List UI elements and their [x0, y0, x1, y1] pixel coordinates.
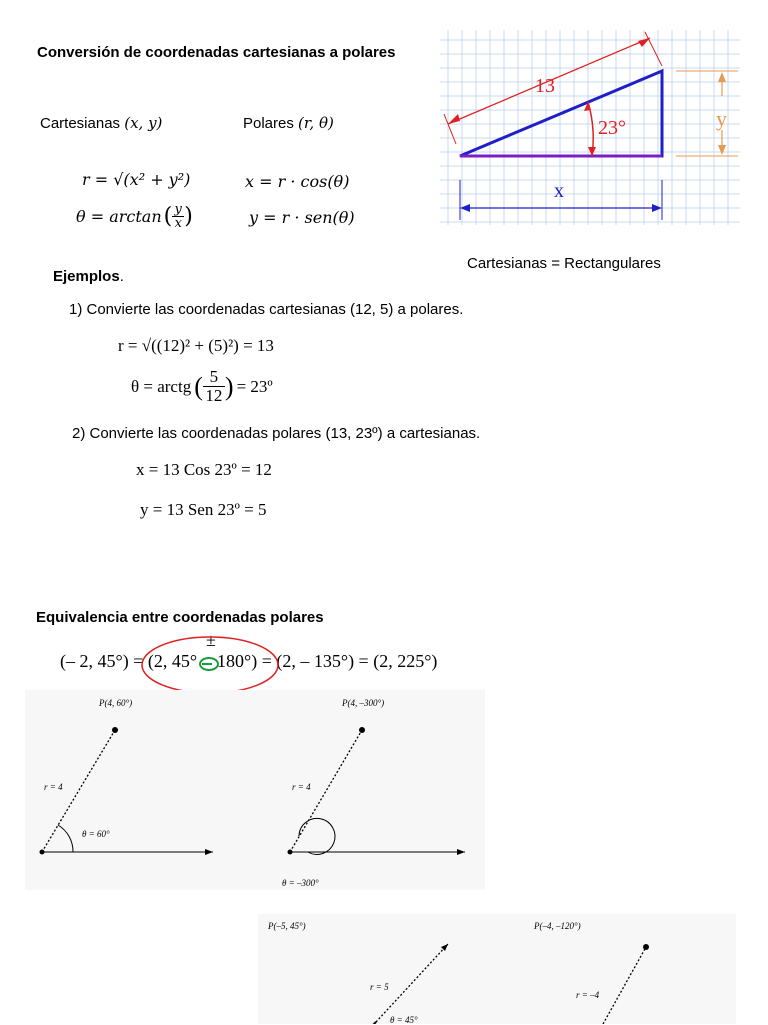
x-label: x [554, 180, 564, 202]
example1-statement: 1) Convierte las coordenadas cartesianas (12, 5) a polares. [69, 301, 464, 318]
example1-eq2: θ = arctg ( 5 12 ) = 23º [131, 367, 273, 405]
plus-minus-sign: ± [206, 630, 216, 650]
cartesian-label-text: Cartesianas [40, 115, 121, 132]
polar-figure-1-and-2 [25, 690, 485, 890]
fig3-point-label: P(–5, 45°) [268, 921, 306, 931]
example2-eq1: x = 13 Cos 23º = 12 [136, 460, 272, 479]
equivalence-part1: (– 2, 45°) = (2, 45° [60, 651, 198, 671]
polar-label-text: Polares [243, 115, 294, 132]
example1-eq1: r = √((12)² + (5)²) = 13 [118, 336, 274, 355]
formula-x: x = r · cos(θ) [245, 172, 350, 191]
fig3-r-label: r = 5 [370, 982, 389, 992]
fig4-point-label: P(–4, –120°) [534, 921, 581, 931]
cartesian-label-math: (x, y) [124, 114, 163, 132]
formula-theta-num: y [174, 202, 182, 217]
example2-eq2: y = 13 Sen 23º = 5 [140, 500, 267, 519]
formula-theta: θ = arctan ( y x ) [76, 202, 193, 231]
diagram-caption: Cartesianas = Rectangulares [467, 255, 661, 272]
example1-eq2-den: 12 [205, 386, 223, 405]
cartesian-label [40, 114, 162, 132]
formula-theta-den: x [174, 216, 182, 231]
fig2-r-label: r = 4 [292, 782, 311, 792]
fig3-theta-label: θ = 45° [390, 1015, 418, 1025]
grid [440, 30, 740, 225]
fig1-r-label: r = 4 [44, 782, 63, 792]
example2-statement: 2) Convierte las coordenadas polares (13, 23º) a cartesianas. [72, 425, 481, 442]
formula-theta-lhs: θ = arctan [76, 207, 162, 226]
formula-y: y = r · sen(θ) [249, 208, 355, 227]
hyp-label: 13 [535, 75, 555, 97]
fig1-point-label: P(4, 60°) [99, 698, 133, 708]
red-ellipse [138, 633, 283, 698]
page-title: Conversión de coordenadas cartesianas a polares [37, 44, 396, 61]
example1-eq2-rhs: = 23º [236, 376, 273, 396]
polar-label-math: (r, θ) [298, 114, 334, 132]
example1-eq2-num: 5 [209, 367, 219, 386]
fig2-point-label: P(4, –300°) [342, 698, 385, 708]
y-label: y [716, 106, 727, 131]
fig1-theta-label: θ = 60° [82, 829, 110, 839]
formula-r: r = √(x² + y²) [82, 170, 191, 189]
triangle-diagram [440, 30, 740, 225]
examples-heading-text: Ejemplos [53, 268, 120, 285]
polar-figure-3-and-4 [258, 914, 736, 1024]
example1-eq2-lhs: θ = arctg [131, 376, 192, 396]
polar-label [243, 114, 334, 132]
equivalence-part2: 180°) = (2, – 135°) = (2, 225°) [217, 651, 438, 671]
fig4-r-label: r = –4 [576, 990, 600, 1000]
examples-heading [53, 268, 124, 285]
equivalence-heading: Equivalencia entre coordenadas polares [36, 609, 324, 626]
fig2-theta-label: θ = –300° [282, 878, 319, 888]
examples-heading-suffix: . [119, 268, 124, 285]
angle-label: 23° [598, 117, 626, 139]
